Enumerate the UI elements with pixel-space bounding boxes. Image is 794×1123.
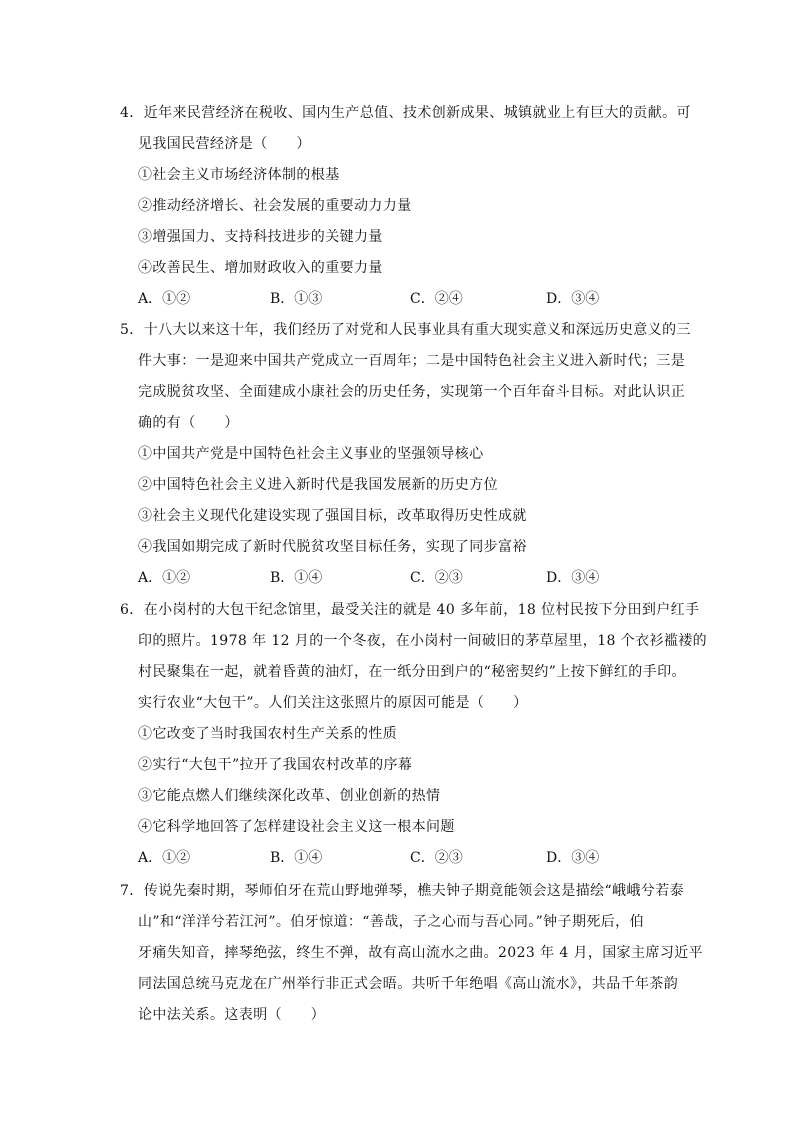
answer-choice-c: C．②③ xyxy=(410,570,463,586)
answer-choice-d: D．③④ xyxy=(546,570,600,586)
question-stem-line: 印的照片。1978 年 12 月的一个冬夜，在小岗村一间破旧的茅草屋里，18 个衣衫褴褛的 xyxy=(138,633,708,649)
answer-choice-c: C．②③ xyxy=(410,850,463,866)
question-4 xyxy=(120,98,691,315)
answer-choices xyxy=(120,284,680,315)
option-item: ②实行“大包干”拉开了我国农村改革的序幕 xyxy=(138,757,413,773)
question-stem-line: 完成脱贫攻坚、全面建成小康社会的历史任务，实现第一个百年奋斗目标。对此认识正 xyxy=(138,384,686,400)
question-stem-line: 牙痛失知音，摔琴绝弦，终生不弹，故有高山流水之曲。2023 年 4 月，国家主席习近平 xyxy=(138,945,704,961)
question-stem-line: 5．十八大以来这十年，我们经历了对党和人民事业具有重大现实意义和深远历史意义的三 xyxy=(120,322,691,338)
answer-choices xyxy=(120,563,680,594)
question-6 xyxy=(120,595,708,874)
option-item: ④它科学地回答了怎样建设社会主义这一根本问题 xyxy=(138,819,455,835)
option-item: ④我国如期完成了新时代脱贫攻坚目标任务，实现了同步富裕 xyxy=(138,539,527,555)
answer-choice-b: B．①④ xyxy=(270,850,323,866)
answer-choice-a: A．①② xyxy=(138,291,191,307)
answer-choice-d: D．③④ xyxy=(546,291,600,307)
question-stem-line: 4．近年来民营经济在税收、国内生产总值、技术创新成果、城镇就业上有巨大的贡献。可 xyxy=(120,105,691,121)
question-5 xyxy=(120,315,691,594)
answer-choices xyxy=(120,843,680,874)
answer-choice-d: D．③④ xyxy=(546,850,600,866)
option-item: ①它改变了当时我国农村生产关系的性质 xyxy=(138,726,398,742)
question-7 xyxy=(120,876,704,1031)
question-stem-line: 7．传说先秦时期，琴师伯牙在荒山野地弹琴，樵夫钟子期竟能领会这是描绘“峨峨兮若泰 xyxy=(120,883,685,899)
question-stem-line: 村民聚集在一起，就着昏黄的油灯，在一纸分田到户的“秘密契约”上按下鲜红的手印。 xyxy=(138,664,686,680)
option-item: ③社会主义现代化建设实现了强国目标，改革取得历史性成就 xyxy=(138,508,527,524)
question-stem-line: 实行农业“大包干”。人们关注这张照片的原因可能是（ ） xyxy=(138,695,528,711)
question-stem-line: 同法国总统马克龙在广州举行非正式会晤。共听千年绝唱《高山流水》，共品千年茶韵 xyxy=(138,976,679,992)
question-stem-line: 6．在小岗村的大包干纪念馆里，最受关注的就是 40 多年前，18 位村民按下分田到户红手 xyxy=(120,602,700,618)
answer-choice-b: B．①③ xyxy=(270,291,323,307)
option-item: ①社会主义市场经济体制的根基 xyxy=(138,167,340,183)
option-item: ②中国特色社会主义进入新时代是我国发展新的历史方位 xyxy=(138,477,498,493)
answer-choice-b: B．①④ xyxy=(270,570,323,586)
answer-choice-a: A．①② xyxy=(138,570,191,586)
question-stem-line: 确的有（ ） xyxy=(138,415,239,431)
option-item: ③它能点燃人们继续深化改革、创业创新的热情 xyxy=(138,788,441,804)
question-stem-line: 论中法关系。这表明（ ） xyxy=(138,1007,326,1023)
option-item: ④改善民生、增加财政收入的重要力量 xyxy=(138,260,383,276)
question-stem-line: 见我国民营经济是（ ） xyxy=(138,136,311,152)
question-stem-line: 山”和“洋洋兮若江河”。伯牙惊道：“善哉，子之心而与吾心同。”钟子期死后，伯 xyxy=(138,914,644,930)
answer-choice-a: A．①② xyxy=(138,850,191,866)
option-item: ③增强国力、支持科技进步的关键力量 xyxy=(138,229,383,245)
option-item: ①中国共产党是中国特色社会主义事业的坚强领导核心 xyxy=(138,446,484,462)
question-stem-line: 件大事：一是迎来中国共产党成立一百周年；二是中国特色社会主义进入新时代；三是 xyxy=(138,353,686,369)
answer-choice-c: C．②④ xyxy=(410,291,463,307)
option-item: ②推动经济增长、社会发展的重要动力力量 xyxy=(138,198,412,214)
